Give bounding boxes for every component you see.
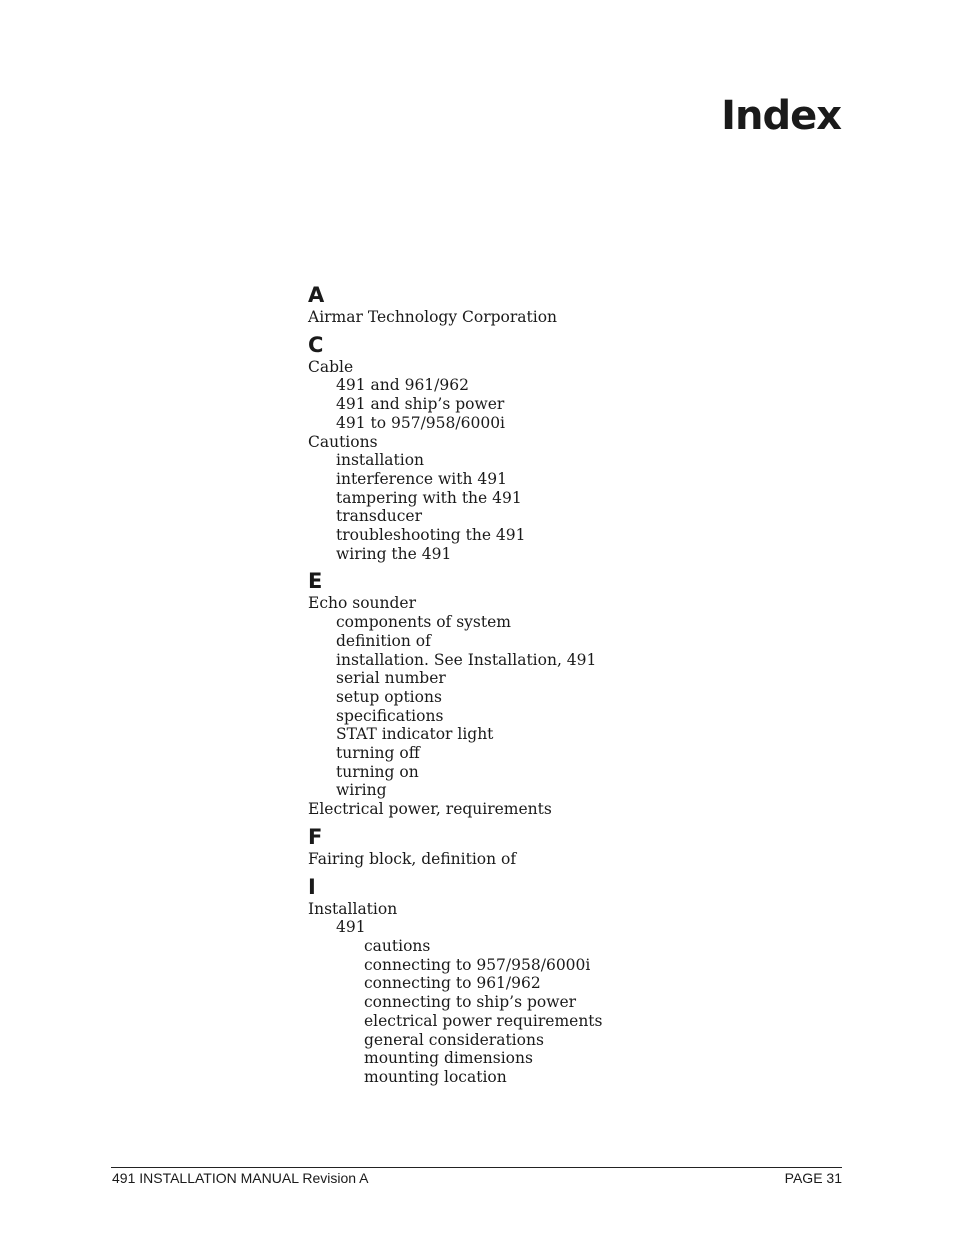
index-subentry: interference with 491 <box>336 469 507 488</box>
index-subentry: turning off <box>336 744 420 763</box>
index-subentry: serial number <box>336 669 446 688</box>
index-entry: Cable <box>308 357 354 376</box>
index-section-letter: C <box>308 332 324 357</box>
index-section-c <box>308 332 808 564</box>
index-section-letter: E <box>308 569 323 594</box>
index-subentry: connecting to 957/958/6000i <box>364 955 591 974</box>
index-entry: Fairing block, definition of <box>308 849 517 868</box>
index-section-letter: A <box>308 283 325 307</box>
index-subentry: 491 to 957/958/6000i <box>336 413 506 432</box>
index-subentry: connecting to ship’s power <box>364 993 577 1012</box>
index-subentry: 491 and 961/962 <box>336 376 469 395</box>
index-section-letter: I <box>308 874 316 899</box>
index-subentry: 491 and ship’s power <box>336 395 505 414</box>
index-subentry: general considerations <box>364 1030 544 1049</box>
index-section-a <box>308 282 808 327</box>
footer-page-number: PAGE 31 <box>784 1170 842 1186</box>
index-subentry: electrical power requirements <box>364 1011 603 1030</box>
index-subentry: specifications <box>336 706 444 725</box>
index-subentry: components of system <box>336 613 511 632</box>
index-subentry: installation. See Installation, 491 <box>336 650 597 669</box>
index-subentry: 491 <box>336 918 366 937</box>
index-section-e <box>308 568 808 818</box>
index-list <box>308 282 808 1087</box>
index-subentry: setup options <box>336 687 442 706</box>
index-subentry: mounting dimensions <box>364 1049 533 1068</box>
index-subentry: definition of <box>336 631 431 650</box>
footer-manual-title: 491 INSTALLATION MANUAL Revision A <box>112 1170 369 1186</box>
index-entry: Airmar Technology Corporation <box>308 308 558 326</box>
index-entry: Installation <box>308 899 398 918</box>
index-entry: Echo sounder <box>308 594 416 613</box>
index-subentry: STAT indicator light <box>336 725 494 744</box>
page-title: Index <box>721 93 841 139</box>
index-entry: Electrical power, requirements <box>308 800 552 819</box>
index-subentry: turning on <box>336 762 419 781</box>
footer-divider <box>111 1167 842 1168</box>
index-section-f <box>308 824 808 869</box>
index-entry: Cautions <box>308 432 378 451</box>
index-section-i <box>308 874 808 1087</box>
index-subentry: tampering with the 491 <box>336 488 522 507</box>
index-subentry: wiring the 491 <box>336 544 452 563</box>
index-section-letter: F <box>308 824 323 849</box>
index-subentry: mounting location <box>364 1067 507 1086</box>
index-subentry: troubleshooting the 491 <box>336 526 526 545</box>
index-subentry: wiring <box>336 781 387 800</box>
index-subentry: connecting to 961/962 <box>364 974 541 993</box>
index-subentry: cautions <box>364 936 431 955</box>
index-subentry: transducer <box>336 507 422 526</box>
index-subentry: installation <box>336 451 425 470</box>
